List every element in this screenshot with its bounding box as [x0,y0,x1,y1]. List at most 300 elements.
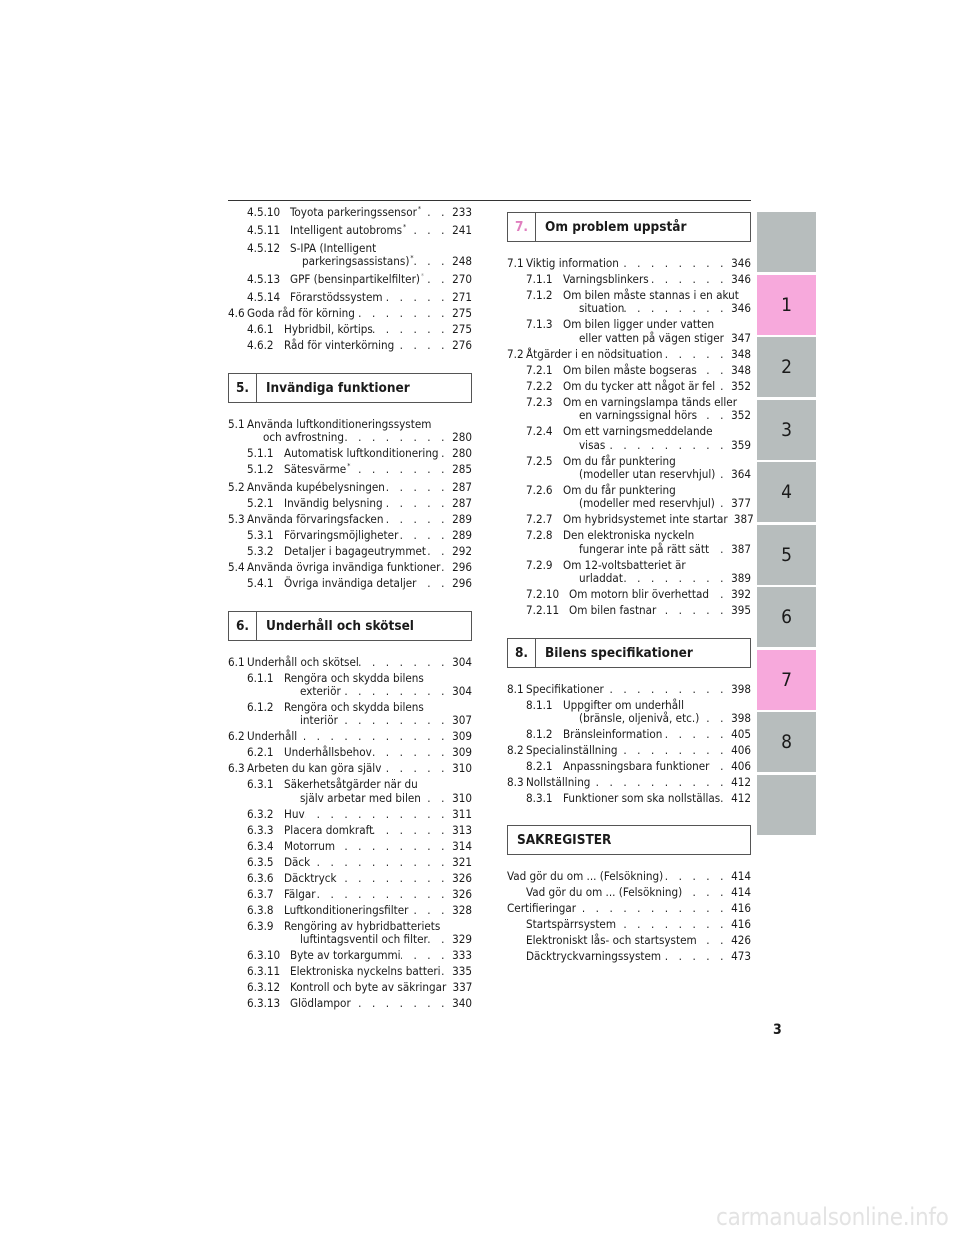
entry-number: 6.3 [228,761,245,776]
toc-entry[interactable] [228,273,472,288]
entry-title: interiör [300,713,338,728]
toc-entry[interactable] [228,888,472,901]
dot-leader [576,902,729,915]
toc-entry[interactable] [507,364,751,377]
toc-entry[interactable] [228,291,472,304]
toc-entry[interactable] [228,808,472,821]
entry-title: Däcktryck [284,870,337,885]
dot-leader [316,888,450,901]
section-header [507,825,751,855]
dot-leader [663,870,729,883]
page-ref: 416 [731,901,751,916]
section-title: Om problem uppstår [545,219,687,235]
toc-entry[interactable] [228,762,472,775]
entry-title: S-IPA (Intelligent [290,241,377,255]
dot-leader [662,728,729,741]
entry-title: luftintagsventil och filter [300,932,428,947]
entry-number: 8.1.2 [526,727,553,742]
entry-title: Varningsblinkers [563,272,649,286]
toc-entry[interactable] [228,840,472,853]
entry-number: 6.3.13 [247,996,281,1011]
footnote-marker: * [347,462,351,471]
section-number: 5. [229,374,257,402]
entry-number: 8.1 [507,681,524,696]
dot-leader [649,273,729,286]
entry-number: 6.2 [228,729,245,744]
entry-title: Den elektroniska nyckeln [563,528,695,543]
page-ref: 335 [452,964,472,979]
dot-leader [697,364,729,377]
entry-title: Glödlampor [290,996,351,1011]
page-ref: 321 [452,854,472,869]
entry-title: exteriör [300,684,341,699]
entry-number: 4.6.1 [247,322,274,337]
section-header [228,373,472,403]
entry-title: Vad gör du om ... (Felsökning) [507,869,664,884]
entry-title: Kontroll och byte av säkringar [290,980,447,995]
dot-leader [383,497,450,510]
entry-title: Fälgar [284,886,316,901]
entry-number: 8.2 [507,743,524,758]
dot-leader [441,965,450,978]
chapter-tab-5[interactable]: 5 [757,525,816,585]
entry-number: 5.4 [228,560,245,575]
chapter-tab-3[interactable]: 3 [757,400,816,460]
entry-number: 5.1.2 [247,462,274,477]
entry-title: Om du tycker att något är fel [563,378,716,393]
entry-title: GPF (bensinpartikelfilter) [290,272,420,287]
entry-title: urladdat [579,571,623,586]
chapter-tab-blank[interactable] [757,775,816,835]
entry-title: Anpassningsbara funktioner [563,759,710,774]
entry-number: 7.1.2 [526,288,553,302]
entry-title: Invändig belysning [284,496,383,511]
entry-title: Hybridbil, körtips [284,322,373,337]
dot-leader [590,776,729,789]
toc-entry[interactable] [228,778,472,805]
entry-title: Om ett varningsmeddelande [563,424,713,439]
entry-number: 4.5.11 [247,223,281,237]
entry-title: parkeringsassistans) [302,254,410,269]
page-ref: 309 [452,729,472,744]
entry-title: Viktig information [526,256,619,270]
toc-entry[interactable] [228,997,472,1010]
page-ref: 314 [452,838,472,853]
entry-number: 6.1.2 [247,700,274,715]
entry-number: 6.3.9 [247,918,274,933]
page-ref: 289 [452,512,472,527]
entry-number: 5.3 [228,512,245,527]
dot-leader [341,685,450,698]
toc-entry[interactable] [228,447,472,460]
chapter-tab-2[interactable]: 2 [757,337,816,397]
toc-entry[interactable] [507,348,751,361]
toc-entry[interactable] [228,224,472,239]
toc-entry[interactable] [507,425,751,452]
dot-leader [619,257,729,270]
toc-entry[interactable] [228,730,472,743]
entry-title: Om hybridsystemet inte startar [563,512,728,527]
toc-entry[interactable] [228,856,472,869]
chapter-tab-6[interactable]: 6 [757,587,816,647]
toc-entry[interactable] [228,561,472,574]
page-ref: 412 [731,775,751,790]
dot-leader [699,712,729,725]
entry-title: Om bilen ligger under vatten [563,317,715,332]
footnote-marker: * [403,223,407,231]
page-ref: 310 [452,790,472,805]
dot-leader [350,463,450,476]
page-ref: 280 [452,446,472,461]
dot-leader [426,545,450,558]
page-ref: 405 [731,727,751,742]
dot-leader [355,307,450,320]
entry-number: 5.1.1 [247,446,274,461]
dot-leader [359,656,450,669]
toc-entry[interactable] [228,463,472,478]
toc-entry[interactable] [507,776,751,789]
entry-number: 4.5.13 [247,272,281,287]
watermark: carmanualsonline.info [716,1203,949,1231]
entry-title: Om du får punktering [563,483,676,498]
section-number: 7. [508,213,536,241]
entry-title: och avfrostning [263,430,344,445]
page-ref: 241 [452,223,472,237]
dot-leader [715,468,729,481]
entry-number: 7.2.3 [526,394,553,409]
dot-leader [440,561,450,574]
footnote-marker: * [417,205,422,213]
entry-title: Uppgifter om underhåll [563,697,684,712]
entry-title: (modeller med reservhjul) [579,496,715,511]
entry-number: 8.3.1 [526,791,553,806]
toc-entry[interactable] [507,934,751,947]
entry-title: Om du får punktering [563,453,676,468]
footnote-marker: * [420,272,425,281]
dot-leader [720,792,729,805]
entry-title: Säkerhetsåtgärder när du [284,777,418,792]
section-header [228,611,472,641]
entry-title: Om bilen måste bogseras [563,362,697,377]
dot-leader [663,348,729,361]
toc-entry[interactable] [228,513,472,526]
toc-entry[interactable] [507,512,754,527]
page-ref: 392 [731,587,751,602]
page-ref: 352 [731,408,751,423]
entry-number: 6.3.10 [247,948,281,963]
toc-entry[interactable] [507,380,751,393]
entry-title: visas [579,437,606,452]
entry-title: Detaljer i bagageutrymmet [284,544,427,559]
toc-entry[interactable] [228,545,472,558]
toc-entry[interactable] [228,746,472,759]
page-ref: 387 [731,541,751,556]
entry-title: Toyota parkeringssensor [290,205,417,219]
entry-title: Övriga invändiga detaljer [284,576,417,591]
entry-title: Specialinställning [526,743,618,758]
toc-entry[interactable] [228,672,472,699]
page-ref: 426 [731,933,751,948]
section-title: Bilens specifikationer [545,644,693,661]
toc-entry[interactable] [507,744,751,757]
toc-entry[interactable] [228,307,472,320]
dot-leader [406,224,450,237]
entry-number: 5.1 [228,416,245,431]
page-ref: 398 [731,681,751,696]
toc-entry[interactable] [228,965,472,978]
page-ref: 296 [452,560,472,575]
entry-number: 4.6 [228,306,245,321]
toc-entry[interactable] [507,792,751,805]
toc-entry[interactable] [507,273,751,286]
entry-title: Rengöra och skydda bilens [284,700,424,715]
page-ref: 412 [731,791,751,806]
toc-entry[interactable] [228,418,472,445]
page-ref: 340 [452,996,472,1011]
entry-number: 7.1 [507,256,524,270]
toc-entry[interactable] [507,396,751,423]
entry-title: Elektroniska nyckelns batteri [290,964,441,979]
page-ref: 346 [731,301,751,316]
entry-title: Funktioner som ska nollställas [563,791,721,806]
toc-entry[interactable] [228,206,472,221]
dot-leader [624,302,729,315]
page-ref: 348 [731,346,751,361]
chapter-tab-7[interactable]: 7 [757,650,816,710]
toc-entry[interactable] [228,904,472,917]
toc-entry[interactable] [507,699,751,726]
page-ref: 337 [452,980,473,995]
toc-entry[interactable] [228,577,472,590]
page-ref: 296 [452,576,472,591]
toc-entry[interactable] [228,656,472,669]
toc-entry[interactable] [507,760,751,773]
toc-entry[interactable] [507,484,751,511]
page-ref: 406 [731,759,751,774]
toc-entry[interactable] [507,455,751,482]
page-ref: 289 [452,528,472,543]
page-ref: 406 [731,743,751,758]
toc-entry[interactable] [228,323,472,336]
entry-title: Däcktryckvarningssystem [526,949,662,964]
entry-number: 7.2.9 [526,557,553,572]
toc-entry[interactable] [228,242,472,271]
entry-number: 4.6.2 [247,338,274,353]
chapter-tab-blank[interactable] [757,212,816,272]
entry-number: 7.2.6 [526,483,553,498]
toc-entry[interactable] [507,529,751,556]
entry-number: 5.2 [228,480,245,495]
toc-entry[interactable] [228,949,472,962]
dot-leader [424,273,450,286]
toc-entry[interactable] [228,701,472,728]
entry-title: Vad gör du om ... (Felsökning) [526,885,683,900]
dot-leader [439,447,450,460]
entry-title: Förarstödssystem [290,290,383,305]
entry-number: 7.2.8 [526,528,553,543]
dot-leader [383,291,450,304]
entry-title: Goda råd för körning [247,306,355,321]
page-ref: 326 [452,886,472,901]
entry-title: Om bilen måste stannas i en akut [563,288,739,302]
page-number: 3 [773,1022,782,1038]
dot-leader [408,904,450,917]
entry-number: 6.3.1 [247,777,274,792]
entry-title: själv arbetar med bilen [300,790,421,805]
page-ref: 271 [452,290,472,305]
dot-leader [421,792,450,805]
page-ref: 275 [452,306,472,321]
dot-leader [421,206,450,219]
dot-leader [715,497,729,510]
dot-leader [385,481,450,494]
entry-number: 5.4.1 [247,576,274,591]
entry-title: Om en varningslampa tänds eller [563,394,738,409]
chapter-tabs [757,212,816,837]
entry-title: Byte av torkargummi [290,948,401,963]
page-ref: 285 [452,462,472,477]
page-ref: 414 [731,885,751,900]
dot-leader [305,808,450,821]
entry-number: 6.3.3 [247,822,274,837]
page-ref: 275 [452,322,472,337]
entry-number: 4.5.14 [247,290,281,305]
entry-title: Motorrum [284,838,335,853]
entry-title: Intelligent autobroms [290,223,403,237]
dot-leader [394,339,450,352]
entry-number: 7.2.7 [526,512,553,527]
page-ref: 377 [731,496,751,511]
dot-leader [661,950,729,963]
toc-entry[interactable] [507,728,751,741]
entry-title: Om 12-voltsbatteriet är [563,557,686,572]
entry-title: Arbeten du kan göra själv [247,761,382,776]
toc-entry[interactable] [228,981,472,994]
toc-entry[interactable] [507,604,751,617]
entry-number: 7.2.4 [526,424,553,439]
dot-leader [335,840,450,853]
entry-title: Elektroniskt lås- och startsystem [526,933,697,948]
page-ref: 276 [452,338,472,353]
page-ref: 287 [452,496,472,511]
toc-entry[interactable] [228,481,472,494]
toc-entry[interactable] [228,529,472,542]
entry-title: Luftkonditioneringsfilter [284,902,409,917]
page-ref: 352 [731,378,751,393]
page-ref: 348 [731,362,751,377]
entry-title: Om motorn blir överhettad [569,587,709,602]
entry-number: 7.1.1 [526,272,553,286]
toc-entry[interactable] [228,920,472,947]
toc-entry[interactable] [507,683,751,696]
dot-leader [373,824,450,837]
section-title: Invändiga funktioner [266,379,410,396]
toc-entry[interactable] [228,497,472,510]
entry-number: 7.1.3 [526,317,553,332]
toc-entry[interactable] [507,318,751,345]
chapter-tab-4[interactable]: 4 [757,462,816,522]
toc-entry[interactable] [507,588,751,601]
entry-title: Använda förvaringsfacken [247,512,384,527]
section-title: SAKREGISTER [517,832,612,849]
page-ref: 395 [731,603,751,618]
toc-entry[interactable] [228,339,472,352]
toc-entry[interactable] [507,559,751,586]
entry-number: 5.2.1 [247,496,274,511]
entry-number: 7.2.2 [526,378,553,393]
dot-leader [373,323,450,336]
entry-number: 6.3.5 [247,854,274,869]
entry-number: 6.3.11 [247,964,281,979]
entry-number: 7.2.5 [526,453,553,468]
dot-leader [338,714,450,727]
page-ref: 414 [731,869,751,884]
entry-title: Underhållsbehov [284,745,372,760]
entry-title: Använda luftkonditioneringssystem [247,416,432,431]
entry-number: 5.3.1 [247,528,274,543]
toc-entry[interactable] [507,257,751,270]
chapter-tab-1[interactable]: 1 [757,275,816,335]
toc-entry[interactable] [228,824,472,837]
entry-title: Sätesvärme [284,462,347,477]
toc-entry[interactable] [507,289,751,316]
page-ref: 248 [452,254,472,269]
dot-leader [310,856,450,869]
toc-entry[interactable] [507,950,751,963]
page-ref: 310 [452,761,472,776]
toc-entry[interactable] [507,902,751,915]
top-rule [228,200,751,201]
toc-entry[interactable] [507,870,751,883]
toc-entry[interactable] [507,886,751,899]
toc-right-column [507,206,754,966]
entry-number: 7.2 [507,346,524,361]
page-ref: 280 [452,430,472,445]
page-ref: 359 [731,437,751,452]
entry-number: 6.2.1 [247,745,274,760]
entry-title: Rengöring av hybridbatteriets [284,918,441,933]
entry-title: Rengöra och skydda bilens [284,670,424,685]
dot-leader [616,918,729,931]
entry-title: Bränsleinformation [563,727,663,742]
entry-number: 5.3.2 [247,544,274,559]
page-ref: 416 [731,917,751,932]
toc-entry[interactable] [507,918,751,931]
dot-leader [623,572,729,585]
entry-title: Nollställning [526,775,591,790]
page-ref: 287 [452,480,472,495]
dot-leader [372,746,450,759]
chapter-tab-8[interactable]: 8 [757,712,816,772]
dot-leader [697,409,729,422]
entry-title: en varningssignal hörs [579,408,698,423]
entry-title: Om bilen fastnar [569,603,657,618]
entry-number: 8.3 [507,775,524,790]
entry-title: Använda övriga invändiga funktioner [247,560,441,575]
entry-number: 6.1.1 [247,670,274,685]
page-ref: 389 [731,571,751,586]
page-ref: 398 [731,711,751,726]
entry-title: (bränsle, oljenivå, etc.) [579,711,700,726]
page-ref: 364 [731,467,751,482]
entry-title: Däck [284,854,311,869]
dot-leader [337,872,450,885]
entry-title: Förvaringsmöjligheter [284,528,399,543]
toc-entry[interactable] [228,872,472,885]
toc-left-column [228,206,472,1013]
dot-leader [398,529,450,542]
page-ref: 292 [452,544,472,559]
